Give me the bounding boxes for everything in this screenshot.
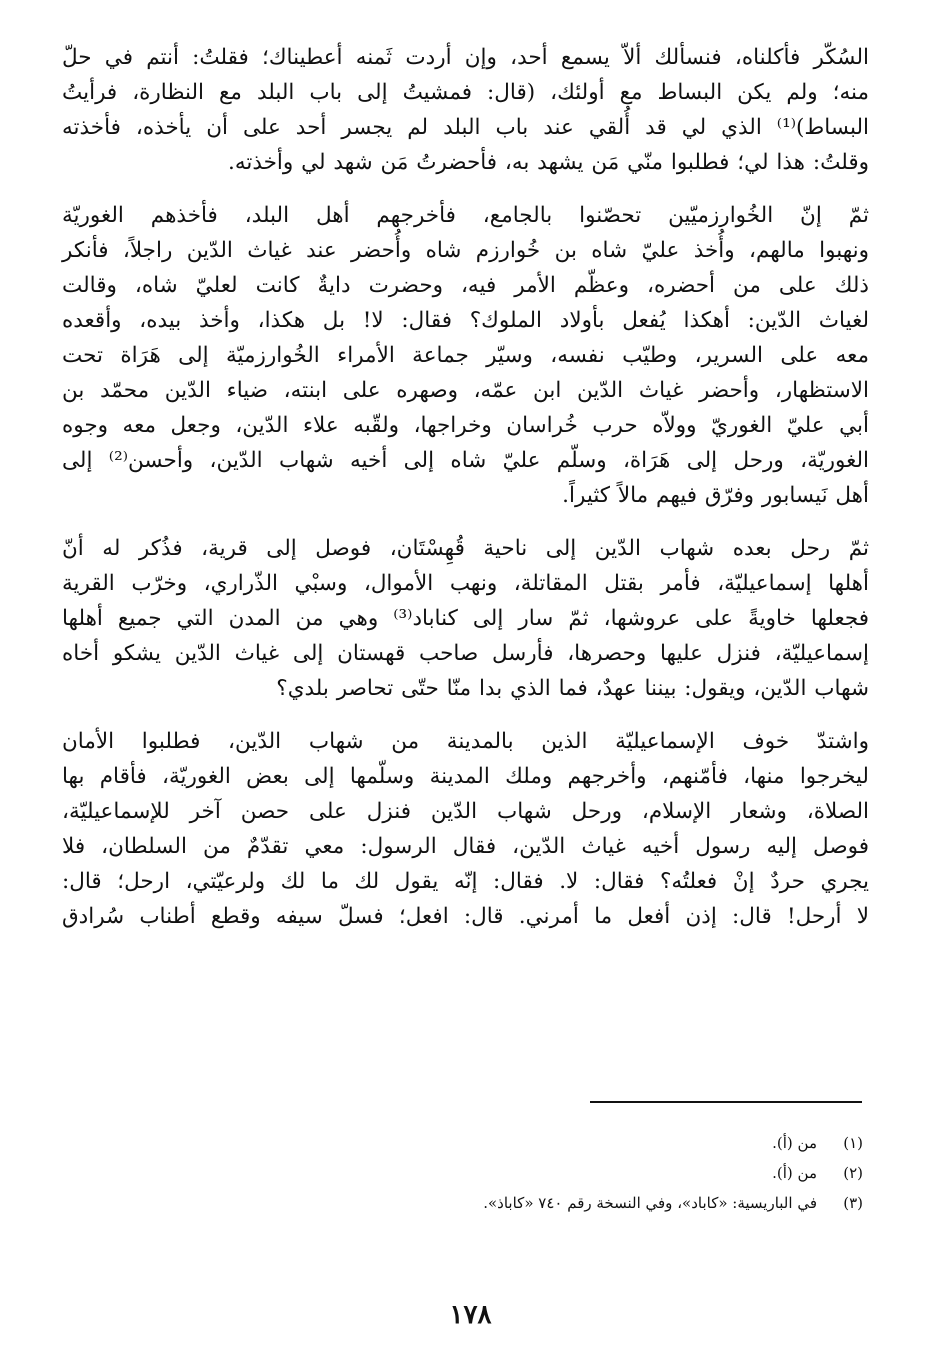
text-line: فوصل إليه رسول أخيه غياث الدّين، فقال الرسول: معي تقدّمٌ من السلطان، فلا — [62, 834, 869, 859]
text-line: لا أرحل! قال: إذن أفعل ما أمرني. قال: افعل؛ فسلّ سيفه وقطع أطناب سُرادق — [62, 904, 869, 929]
text-line: السُكّر فأكلناه، فنسألك ألاّ يسمع أحد، وإن أردت ثَمنه أعطيناك؛ فقلتُ: أنتم في حلّ — [62, 45, 869, 70]
footnote-number: (٣) — [843, 1194, 863, 1212]
text-line: ثمّ رحل بعده شهاب الدّين إلى ناحية قُهِسْتَان، فوصل إلى قرية، فذُكر له أنّ — [62, 536, 869, 561]
paragraph-3 — [62, 531, 869, 706]
text-line: شهاب الدّين، ويقول: بيننا عهدٌ، فما الذي بدا منّا حتّى تحاصر بلدي؟ — [276, 676, 869, 701]
footnote-1 — [62, 1128, 863, 1158]
text-line: ونهبوا مالهم، وأُخذ عليّ شاه بن خُوارزم شاه وأُحضر عند غياث الدّين راجلاً، فأنكر — [62, 238, 869, 263]
paragraph-2 — [62, 198, 869, 513]
text-line: وقلتُ: هذا لي؛ فطلبوا منّي مَن يشهد به، فأحضرتُ مَن شهد لي وأخذته. — [228, 150, 869, 175]
text-line: ليخرجوا منها، فأمّنهم، وأخرجهم وملك المدينة وسلّمها إلى بعض الغوريّة، فأقام بها — [62, 764, 869, 789]
text-line: البساط)⁽¹⁾ الذي لي قد أُلقي عند باب البلد لم يجسر أحد على أن يأخذه، فأخذته — [62, 115, 869, 140]
text-line: ذلك على من أحضره، وعظّم الأمر فيه، وحضرت دايةٌ كانت لعليّ شاه، وقالت — [62, 273, 869, 298]
text-line: ثمّ إنّ الخُوارزميّين تحصّنوا بالجامع، فأخرجهم أهل البلد، فأخذهم الغوريّة — [62, 203, 869, 228]
footnote-text: من (أ). — [772, 1164, 817, 1182]
text-line: أهلها إسماعيليّة، فأمر بقتل المقاتلة، ونهب الأموال، وسبْي الذّراري، وخرّب القرية — [62, 571, 869, 596]
footnote-divider — [590, 1101, 862, 1103]
footnote-number: (٢) — [843, 1164, 863, 1182]
text-line: لغياث الدّين: أهكذا يُفعل بأولاد الملوك؟ فقال: لا! بل هكذا، وأخذ بيده، وأقعده — [62, 308, 869, 333]
text-line: معه على السرير، وطيّب نفسه، وسيّر جماعة الأمراء الخُوارزميّة إلى هَرَاة تحت — [62, 343, 869, 368]
footnote-3 — [62, 1188, 863, 1218]
paragraph-1 — [62, 40, 869, 180]
text-line: إسماعيليّة، فنزل عليها وحصرها، فأرسل صاحب قهستان إلى غياث الدّين يشكو أخاه — [62, 641, 869, 666]
text-line: واشتدّ خوف الإسماعيليّة الذين بالمدينة من شهاب الدّين، فطلبوا الأمان — [62, 729, 869, 754]
footnote-number: (١) — [843, 1134, 863, 1152]
footnote-text: في الباريسية: «كاباد»، وفي النسخة رقم ٧٤٠ «كاباذ». — [483, 1194, 817, 1212]
text-line: منه؛ ولم يكن البساط مع أولئك، (قال: فمشيتُ إلى باب البلد مع النظارة، فرأيتُ — [62, 80, 869, 105]
text-line: الاستظهار، وأحضر غياث الدّين ابن عمّه، وصهره على ابنته، ضياء الدّين محمّد بن — [62, 378, 869, 403]
text-line: فجعلها خاويةً على عروشها، ثمّ سار إلى كناباد⁽³⁾ وهي من المدن التي جميع أهلها — [62, 606, 869, 631]
page-number: ١٧٨ — [449, 1300, 492, 1330]
body-text — [62, 40, 869, 952]
text-line: أهل نَيسابور وفرّق فيهم مالاً كثيراً. — [562, 483, 869, 508]
text-line: الغوريّة، ورحل إلى هَرَاة، وسلّم عليّ شاه إلى أخيه شهاب الدّين، وأحسن⁽²⁾ إلى — [62, 448, 869, 473]
paragraph-4 — [62, 724, 869, 934]
footnote-2 — [62, 1158, 863, 1188]
footnote-text: من (أ). — [772, 1134, 817, 1152]
text-line: الصلاة، وشعار الإسلام، ورحل شهاب الدّين فنزل على حصن آخر للإسماعيليّة، — [62, 799, 869, 824]
footnotes — [62, 1128, 863, 1218]
text-line: يجري حردٌ إنْ فعلتُه؟ فقال: لا. فقال: إنّه يقول لك ما لك ولرعيّتي، ارحل؛ قال: — [62, 869, 869, 894]
text-line: أبي عليّ الغوريّ وولاّه حرب خُراسان وخراجها، ولقّبه علاء الدّين، وجعل معه وجوه — [62, 413, 869, 438]
